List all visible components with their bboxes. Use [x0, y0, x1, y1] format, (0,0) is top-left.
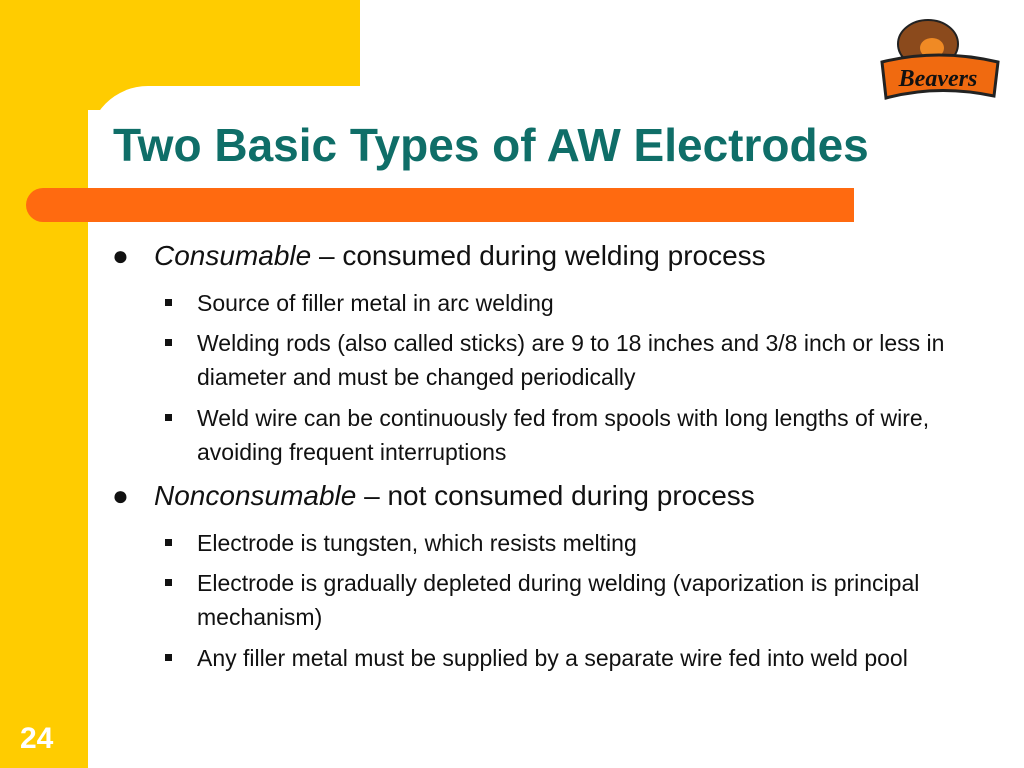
sub-bullet-text: Any filler metal must be supplied by a separate wire fed into weld pool: [197, 645, 908, 671]
sub-bullet: [165, 566, 965, 634]
sub-bullet-text: Weld wire can be continuously fed from spools with long lengths of wire, avoiding frequent interruptions: [197, 405, 930, 465]
sub-bullet: [165, 526, 965, 560]
bullet-text: – not consumed during process: [356, 480, 755, 511]
square-bullet-icon: [165, 654, 172, 661]
bullet-consumable: [112, 240, 766, 272]
bullet-nonconsumable: [112, 480, 755, 512]
square-bullet-icon: [165, 539, 172, 546]
sub-bullet: [165, 401, 965, 469]
bullet-dot-icon: ●: [112, 480, 129, 511]
square-bullet-icon: [165, 579, 172, 586]
sub-bullet: [165, 286, 965, 320]
sub-bullet-text: Welding rods (also called sticks) are 9 to 18 inches and 3/8 inch or less in diameter and must be changed periodically: [197, 330, 945, 390]
sub-bullet: [165, 641, 965, 675]
square-bullet-icon: [165, 339, 172, 346]
bullet-term: Consumable: [154, 240, 312, 271]
sub-bullet-text: Electrode is tungsten, which resists melting: [197, 530, 637, 556]
sub-bullet: [165, 326, 965, 394]
bullet-text: – consumed during welding process: [311, 240, 766, 271]
bullet-dot-icon: ●: [112, 240, 129, 271]
bullet-term: Nonconsumable: [154, 480, 357, 511]
slide-title: Two Basic Types of AW Electrodes: [113, 119, 869, 171]
svg-text:Beavers: Beavers: [898, 66, 978, 92]
sub-bullet-text: Electrode is gradually depleted during welding (vaporization is principal mechanism): [197, 570, 920, 630]
sub-bullet-text: Source of filler metal in arc welding: [197, 290, 554, 316]
page-number: 24: [20, 722, 54, 755]
square-bullet-icon: [165, 414, 172, 421]
square-bullet-icon: [165, 299, 172, 306]
